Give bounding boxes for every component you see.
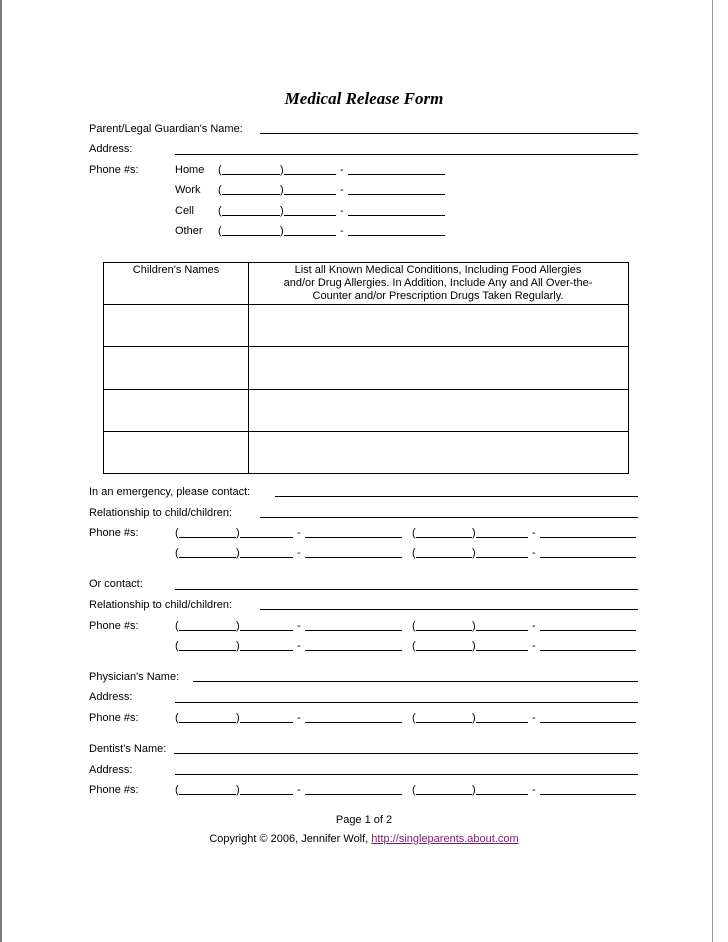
dentist-name-label: Dentist's Name:	[89, 743, 167, 755]
alternate-phone-1-b-close-paren: )	[472, 620, 476, 632]
guardian-cell-phone-dash: -	[340, 205, 344, 217]
emergency-phone-2-b-close-paren: )	[472, 547, 476, 559]
guardian-home-phone-area-code-field[interactable]	[222, 174, 280, 175]
emergency-phone-1-b-prefix-field[interactable]	[476, 537, 528, 538]
guardian-other-phone-prefix-field[interactable]	[284, 235, 336, 236]
physician-phone-b-open-paren: (	[412, 712, 416, 724]
form-title: Medical Release Form	[284, 89, 444, 108]
emergency-phone-1-a-close-paren: )	[236, 527, 240, 539]
dentist-phone-a-prefix-field[interactable]	[240, 794, 293, 795]
phone-type-cell: Cell	[175, 205, 194, 217]
emergency-phone-1-b-open-paren: (	[412, 527, 416, 539]
alternate-phone-1-a-area-code-field[interactable]	[179, 630, 236, 631]
dentist-name-line[interactable]	[174, 753, 638, 754]
dentist-phone-a-dash: -	[297, 784, 301, 796]
emergency-phone-2-b-open-paren: (	[412, 547, 416, 559]
alternate-phone-1-a-close-paren: )	[236, 620, 240, 632]
emergency-phone-2-a-prefix-field[interactable]	[240, 557, 293, 558]
child-name-cell-4[interactable]	[104, 432, 248, 472]
physician-name-label: Physician's Name:	[89, 671, 180, 683]
dentist-phone-b-open-paren: (	[412, 784, 416, 796]
alternate-phone-1-a-line-number-field[interactable]	[305, 630, 402, 631]
guardian-home-phone-prefix-field[interactable]	[284, 174, 336, 175]
physician-phone-a-prefix-field[interactable]	[240, 722, 293, 723]
dentist-phone-a-open-paren: (	[175, 784, 179, 796]
dentist-phones-label: Phone #s:	[89, 784, 139, 796]
guardian-work-phone-dash: -	[340, 184, 344, 196]
guardian-home-phone-dash: -	[340, 164, 344, 176]
physician-phone-a-dash: -	[297, 712, 301, 724]
emergency-phone-1-b-dash: -	[532, 527, 536, 539]
alternate-phone-1-a-open-paren: (	[175, 620, 179, 632]
dentist-address-line[interactable]	[175, 774, 638, 775]
alternate-phone-1-b-area-code-field[interactable]	[416, 630, 472, 631]
emergency-phone-1-a-line-number-field[interactable]	[305, 537, 402, 538]
dentist-phone-b-area-code-field[interactable]	[416, 794, 472, 795]
conditions-cell-3[interactable]	[249, 390, 627, 431]
alternate-phone-2-a-area-code-field[interactable]	[179, 650, 236, 651]
copyright-text: Copyright © 2006, Jennifer Wolf,	[209, 833, 372, 845]
alternate-phone-2-a-line-number-field[interactable]	[305, 650, 402, 651]
alternate-relationship-label: Relationship to child/children:	[89, 599, 233, 611]
emergency-phone-1-a-area-code-field[interactable]	[179, 537, 236, 538]
alternate-contact-line[interactable]	[175, 589, 638, 590]
physician-address-label: Address:	[89, 691, 133, 703]
alternate-phone-2-b-line-number-field[interactable]	[540, 650, 636, 651]
phone-type-work: Work	[175, 184, 201, 196]
emergency-phone-1-a-open-paren: (	[175, 527, 179, 539]
guardian-cell-phone-line-number-field[interactable]	[348, 215, 445, 216]
phone-type-home: Home	[175, 164, 205, 176]
emergency-phone-2-b-prefix-field[interactable]	[476, 557, 528, 558]
child-name-cell-1[interactable]	[104, 305, 248, 346]
alternate-phones-label: Phone #s:	[89, 620, 139, 632]
dentist-phone-a-close-paren: )	[236, 784, 240, 796]
guardian-work-phone-line-number-field[interactable]	[348, 194, 445, 195]
dentist-phone-a-area-code-field[interactable]	[179, 794, 236, 795]
alternate-phone-2-b-prefix-field[interactable]	[476, 650, 528, 651]
child-name-cell-3[interactable]	[104, 390, 248, 431]
physician-phone-b-line-number-field[interactable]	[540, 722, 636, 723]
physician-phone-a-area-code-field[interactable]	[179, 722, 236, 723]
physician-phones-label: Phone #s:	[89, 712, 139, 724]
guardian-home-phone-line-number-field[interactable]	[348, 174, 445, 175]
emergency-phone-2-a-line-number-field[interactable]	[305, 557, 402, 558]
physician-phone-a-close-paren: )	[236, 712, 240, 724]
physician-name-line[interactable]	[193, 681, 638, 682]
page-edge-left	[0, 0, 2, 942]
dentist-phone-b-line-number-field[interactable]	[540, 794, 636, 795]
alternate-phone-1-a-dash: -	[297, 620, 301, 632]
alternate-phone-1-b-line-number-field[interactable]	[540, 630, 636, 631]
physician-phone-a-open-paren: (	[175, 712, 179, 724]
guardian-cell-phone-open-paren: (	[218, 205, 222, 217]
alternate-relationship-line[interactable]	[260, 609, 638, 610]
conditions-cell-4[interactable]	[249, 432, 627, 472]
guardian-name-label: Parent/Legal Guardian's Name:	[89, 123, 243, 135]
guardian-address-line[interactable]	[175, 154, 638, 155]
website-link[interactable]: http://singleparents.about.com	[371, 833, 519, 845]
dentist-phone-b-dash: -	[532, 784, 536, 796]
alternate-phone-1-b-prefix-field[interactable]	[476, 630, 528, 631]
guardian-name-line[interactable]	[260, 133, 638, 134]
guardian-work-phone-open-paren: (	[218, 184, 222, 196]
guardian-home-phone-close-paren: )	[280, 164, 284, 176]
guardian-other-phone-dash: -	[340, 225, 344, 237]
guardian-other-phone-close-paren: )	[280, 225, 284, 237]
guardian-cell-phone-prefix-field[interactable]	[284, 215, 336, 216]
guardian-other-phone-area-code-field[interactable]	[222, 235, 280, 236]
emergency-phone-2-a-area-code-field[interactable]	[179, 557, 236, 558]
guardian-other-phone-line-number-field[interactable]	[348, 235, 445, 236]
dentist-phone-a-line-number-field[interactable]	[305, 794, 402, 795]
alternate-phone-1-b-open-paren: (	[412, 620, 416, 632]
alternate-phone-2-a-open-paren: (	[175, 640, 179, 652]
emergency-phone-2-b-dash: -	[532, 547, 536, 559]
dentist-phone-b-prefix-field[interactable]	[476, 794, 528, 795]
guardian-work-phone-prefix-field[interactable]	[284, 194, 336, 195]
phone-type-other: Other	[175, 225, 203, 237]
guardian-phones-label: Phone #s:	[89, 164, 139, 176]
alternate-phone-2-b-area-code-field[interactable]	[416, 650, 472, 651]
conditions-header-line-3: Counter and/or Prescription Drugs Taken Regularly.	[312, 290, 564, 302]
emergency-phone-2-b-area-code-field[interactable]	[416, 557, 472, 558]
emergency-phone-1-b-close-paren: )	[472, 527, 476, 539]
dentist-address-label: Address:	[89, 764, 133, 776]
physician-address-line[interactable]	[175, 702, 638, 703]
conditions-cell-1[interactable]	[249, 305, 627, 346]
conditions-header-line-1: List all Known Medical Conditions, Including Food Allergies	[294, 264, 582, 276]
emergency-phone-2-a-dash: -	[297, 547, 301, 559]
physician-phone-a-line-number-field[interactable]	[305, 722, 402, 723]
guardian-cell-phone-close-paren: )	[280, 205, 284, 217]
guardian-cell-phone-area-code-field[interactable]	[222, 215, 280, 216]
alternate-phone-1-b-dash: -	[532, 620, 536, 632]
emergency-phone-2-a-open-paren: (	[175, 547, 179, 559]
emergency-phone-1-b-area-code-field[interactable]	[416, 537, 472, 538]
physician-phone-b-close-paren: )	[472, 712, 476, 724]
alternate-phone-1-a-prefix-field[interactable]	[240, 630, 293, 631]
emergency-phone-1-a-dash: -	[297, 527, 301, 539]
dentist-phone-b-close-paren: )	[472, 784, 476, 796]
guardian-work-phone-close-paren: )	[280, 184, 284, 196]
alternate-phone-2-b-close-paren: )	[472, 640, 476, 652]
conditions-header-line-2: and/or Drug Allergies. In Addition, Include Any and All Over-the-	[283, 277, 593, 289]
emergency-contact-line[interactable]	[275, 496, 638, 497]
child-name-cell-2[interactable]	[104, 347, 248, 389]
physician-phone-b-prefix-field[interactable]	[476, 722, 528, 723]
guardian-home-phone-open-paren: (	[218, 164, 222, 176]
copyright-line	[0, 833, 728, 845]
emergency-phone-1-a-prefix-field[interactable]	[240, 537, 293, 538]
guardian-work-phone-area-code-field[interactable]	[222, 194, 280, 195]
emergency-relationship-line[interactable]	[260, 517, 638, 518]
emergency-contact-label: In an emergency, please contact:	[89, 486, 251, 498]
conditions-cell-2[interactable]	[249, 347, 627, 389]
page-edge-right	[712, 0, 713, 942]
alternate-phone-2-a-dash: -	[297, 640, 301, 652]
alternate-phone-2-b-open-paren: (	[412, 640, 416, 652]
guardian-address-label: Address:	[89, 143, 133, 155]
emergency-phones-label: Phone #s:	[89, 527, 139, 539]
physician-phone-b-dash: -	[532, 712, 536, 724]
children-names-header: Children's Names	[132, 264, 220, 276]
alternate-contact-label: Or contact:	[89, 578, 143, 590]
alternate-phone-2-b-dash: -	[532, 640, 536, 652]
physician-phone-b-area-code-field[interactable]	[416, 722, 472, 723]
emergency-phone-2-b-line-number-field[interactable]	[540, 557, 636, 558]
guardian-other-phone-open-paren: (	[218, 225, 222, 237]
alternate-phone-2-a-close-paren: )	[236, 640, 240, 652]
alternate-phone-2-a-prefix-field[interactable]	[240, 650, 293, 651]
page-number: Page 1 of 2	[335, 814, 393, 826]
emergency-relationship-label: Relationship to child/children:	[89, 507, 233, 519]
emergency-phone-2-a-close-paren: )	[236, 547, 240, 559]
emergency-phone-1-b-line-number-field[interactable]	[540, 537, 636, 538]
